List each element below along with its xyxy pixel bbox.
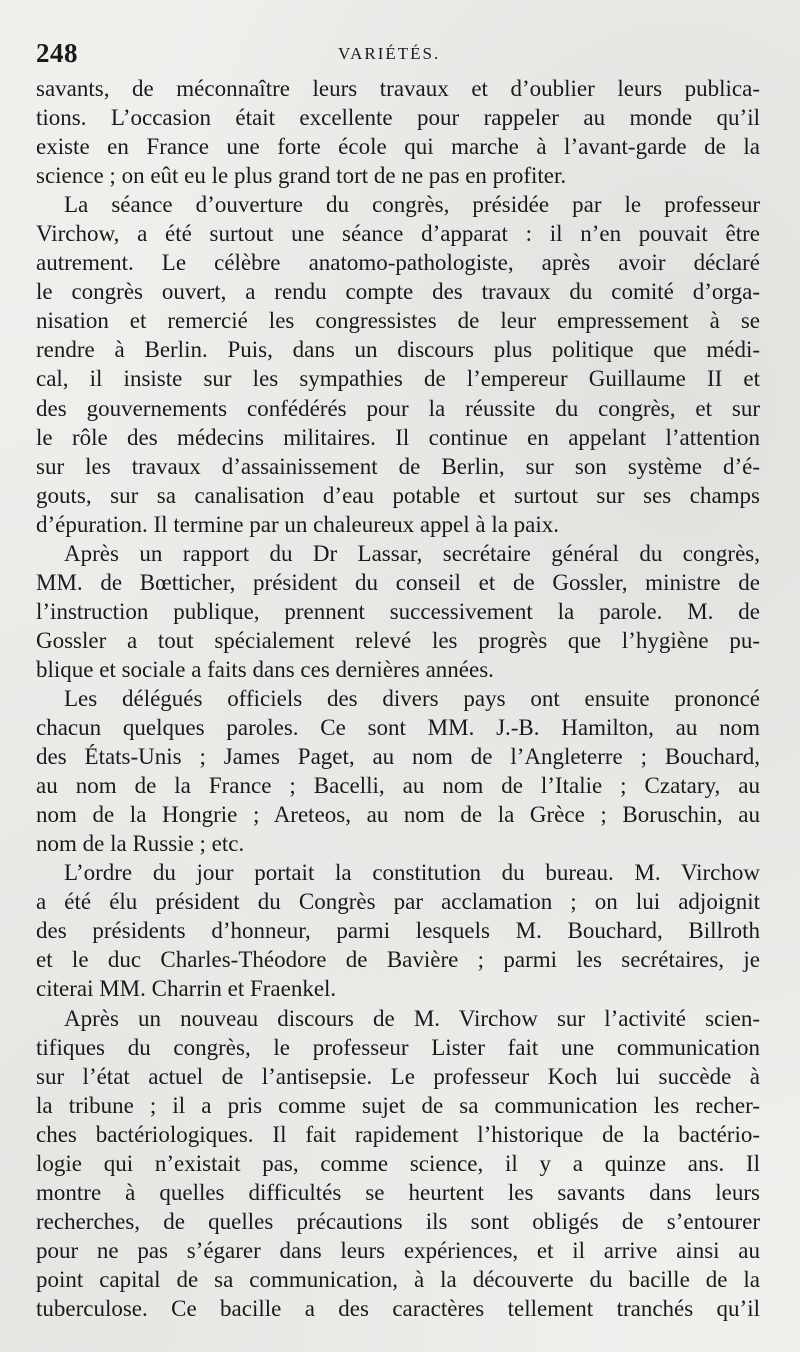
text-line: chacun quelques paroles. Ce sont MM. J.-B. Hamilton, au nom: [36, 715, 760, 741]
text-line: rendre à Berlin. Puis, dans un discours plus politique que médi-: [36, 337, 760, 363]
text-line: Les délégués officiels des divers pays ont ensuite prononcé: [64, 685, 760, 711]
text-line: des États-Unis ; James Paget, au nom de l’Angleterre ; Bouchard,: [36, 744, 760, 770]
text-line: gouts, sur sa canalisation d’eau potable et surtout sur ses champs: [36, 482, 760, 508]
page-number: 248: [36, 38, 78, 68]
text-line: d’épuration. Il termine par un chaleureux appel à la paix.: [36, 511, 560, 537]
text-line: au nom de la France ; Bacelli, au nom de l’Italie ; Czatary, au: [36, 773, 760, 799]
text-line: le rôle des médecins militaires. Il continue en appelant l’attention: [36, 424, 760, 450]
text-line: point capital de sa communication, à la découverte du bacille de la: [36, 1266, 760, 1292]
body-text: [36, 74, 760, 1323]
text-line: tifiques du congrès, le professeur Lister fait une communication: [36, 1034, 760, 1060]
text-line: recherches, de quelles précautions ils sont obligés de s’entourer: [36, 1208, 760, 1234]
text-line: Virchow, a été surtout une séance d’apparat : il n’en pouvait être: [36, 221, 760, 247]
text-line: l’instruction publique, prennent successivement la parole. M. de: [36, 598, 760, 624]
page-header: [36, 38, 758, 72]
text-line: existe en France une forte école qui marche à l’avant-garde de la: [36, 134, 760, 160]
text-line: des présidents d’honneur, parmi lesquels M. Bouchard, Billroth: [36, 918, 760, 944]
text-line: science ; on eût eu le plus grand tort de ne pas en profiter.: [36, 163, 567, 189]
text-line: La séance d’ouverture du congrès, présidée par le professeur: [64, 192, 760, 218]
text-line: sur l’état actuel de l’antisepsie. Le professeur Koch lui succède à: [36, 1063, 760, 1089]
running-head: VARIÉTÉS.: [338, 44, 441, 63]
text-line: ches bactériologiques. Il fait rapidement l’historique de la bactério-: [36, 1121, 760, 1147]
text-line: nisation et remercié les congressistes de leur empressement à se: [36, 308, 760, 334]
text-line: cal, il insiste sur les sympathies de l’empereur Guillaume II et: [36, 366, 760, 392]
text-line: sur les travaux d’assainissement de Berlin, sur son système d’é-: [36, 453, 760, 479]
text-line: autrement. Le célèbre anatomo-pathologiste, après avoir déclaré: [36, 250, 760, 276]
text-line: montre à quelles difficultés se heurtent les savants dans leurs: [36, 1179, 760, 1205]
text-line: Gossler a tout spécialement relevé les progrès que l’hygiène pu-: [36, 627, 760, 653]
text-line: le congrès ouvert, a rendu compte des travaux du comité d’orga-: [36, 279, 760, 305]
text-line: Après un nouveau discours de M. Virchow sur l’activité scien-: [64, 1005, 760, 1031]
text-line: nom de la Russie ; etc.: [36, 831, 245, 857]
text-line: et le duc Charles-Théodore de Bavière ; parmi les secrétaires, je: [36, 947, 760, 973]
text-line: tions. L’occasion était excellente pour rappeler au monde qu’il: [36, 105, 760, 131]
text-line: nom de la Hongrie ; Areteos, au nom de la Grèce ; Boruschin, au: [36, 802, 760, 828]
text-line: la tribune ; il a pris comme sujet de sa communication les recher-: [36, 1092, 760, 1118]
text-line: pour ne pas s’égarer dans leurs expériences, et il arrive ainsi au: [36, 1237, 760, 1263]
text-line: a été élu président du Congrès par acclamation ; on lui adjoignit: [36, 889, 760, 915]
text-line: blique et sociale a faits dans ces dernières années.: [36, 656, 494, 682]
text-line: des gouvernements confédérés pour la réussite du congrès, et sur: [36, 395, 760, 421]
text-line: tuberculose. Ce bacille a des caractères tellement tranchés qu’il: [36, 1295, 760, 1321]
text-line: MM. de Bœtticher, président du conseil et de Gossler, ministre de: [36, 569, 760, 595]
text-line: citerai MM. Charrin et Fraenkel.: [36, 976, 337, 1002]
text-line: logie qui n’existait pas, comme science, il y a quinze ans. Il: [36, 1150, 760, 1176]
text-line: savants, de méconnaître leurs travaux et d’oublier leurs publica-: [36, 76, 760, 101]
text-line: L’ordre du jour portait la constitution du bureau. M. Virchow: [64, 860, 760, 886]
text-line: Après un rapport du Dr Lassar, secrétaire général du congrès,: [64, 540, 760, 566]
